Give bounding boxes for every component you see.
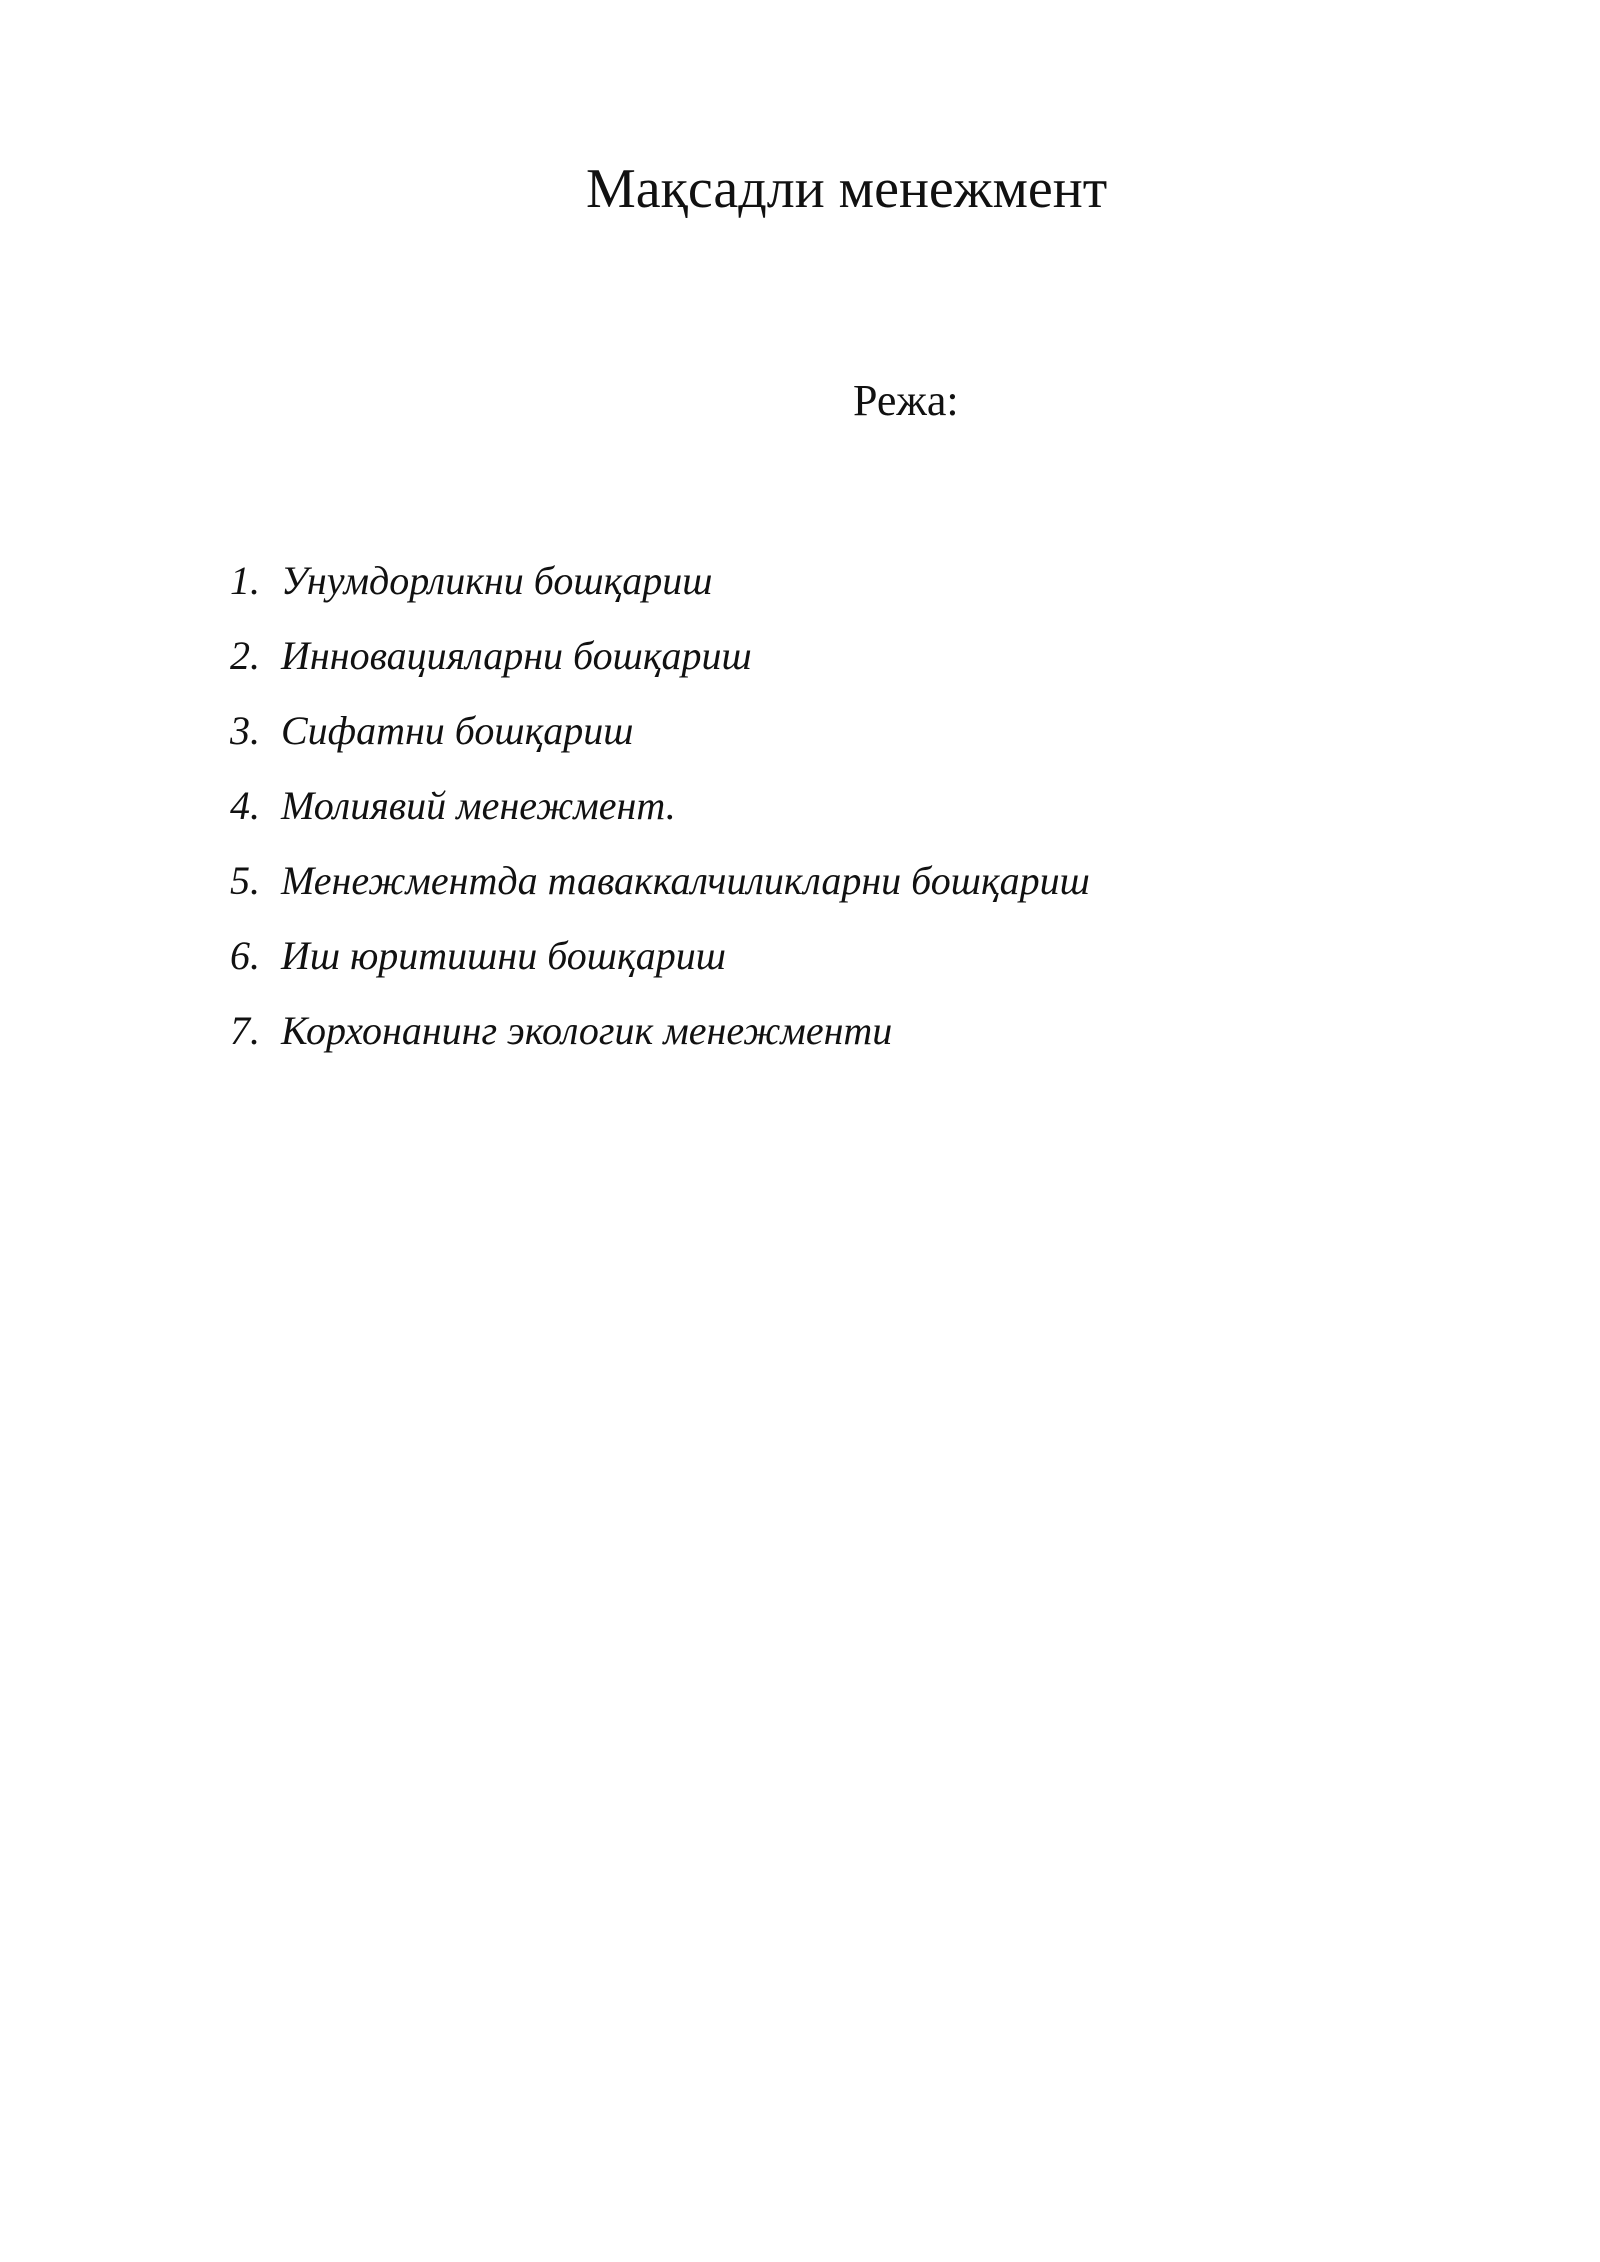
plan-item-3 xyxy=(230,701,1090,776)
plan-item-6 xyxy=(230,926,1090,1001)
plan-item-number: 4. xyxy=(230,783,260,828)
plan-item-text: Иш юритишни бошқариш xyxy=(281,933,726,978)
plan-item-7 xyxy=(230,1001,1090,1076)
plan-item-number: 2. xyxy=(230,633,260,678)
plan-item-text: Корхонанинг экологик менежменти xyxy=(281,1008,893,1053)
plan-item-text: Унумдорликни бошқариш xyxy=(281,558,713,603)
page-title: Мақсадли менежмент xyxy=(586,158,1108,220)
plan-item-number: 6. xyxy=(230,933,260,978)
plan-heading: Режа: xyxy=(853,376,959,425)
plan-item-number: 7. xyxy=(230,1008,260,1053)
plan-item-text: Молиявий менежмент. xyxy=(281,783,676,828)
plan-item-1 xyxy=(230,551,1090,626)
plan-item-text: Инновацияларни бошқариш xyxy=(281,633,752,678)
plan-item-number: 5. xyxy=(230,858,260,903)
plan-item-4 xyxy=(230,776,1090,851)
plan-item-5 xyxy=(230,851,1090,926)
plan-item-number: 3. xyxy=(230,708,260,753)
plan-item-text: Менежментда таваккалчиликларни бошқариш xyxy=(281,858,1090,903)
plan-list xyxy=(230,551,1090,1076)
plan-item-text: Сифатни бошқариш xyxy=(281,708,634,753)
plan-item-number: 1. xyxy=(230,558,260,603)
plan-item-2 xyxy=(230,626,1090,701)
